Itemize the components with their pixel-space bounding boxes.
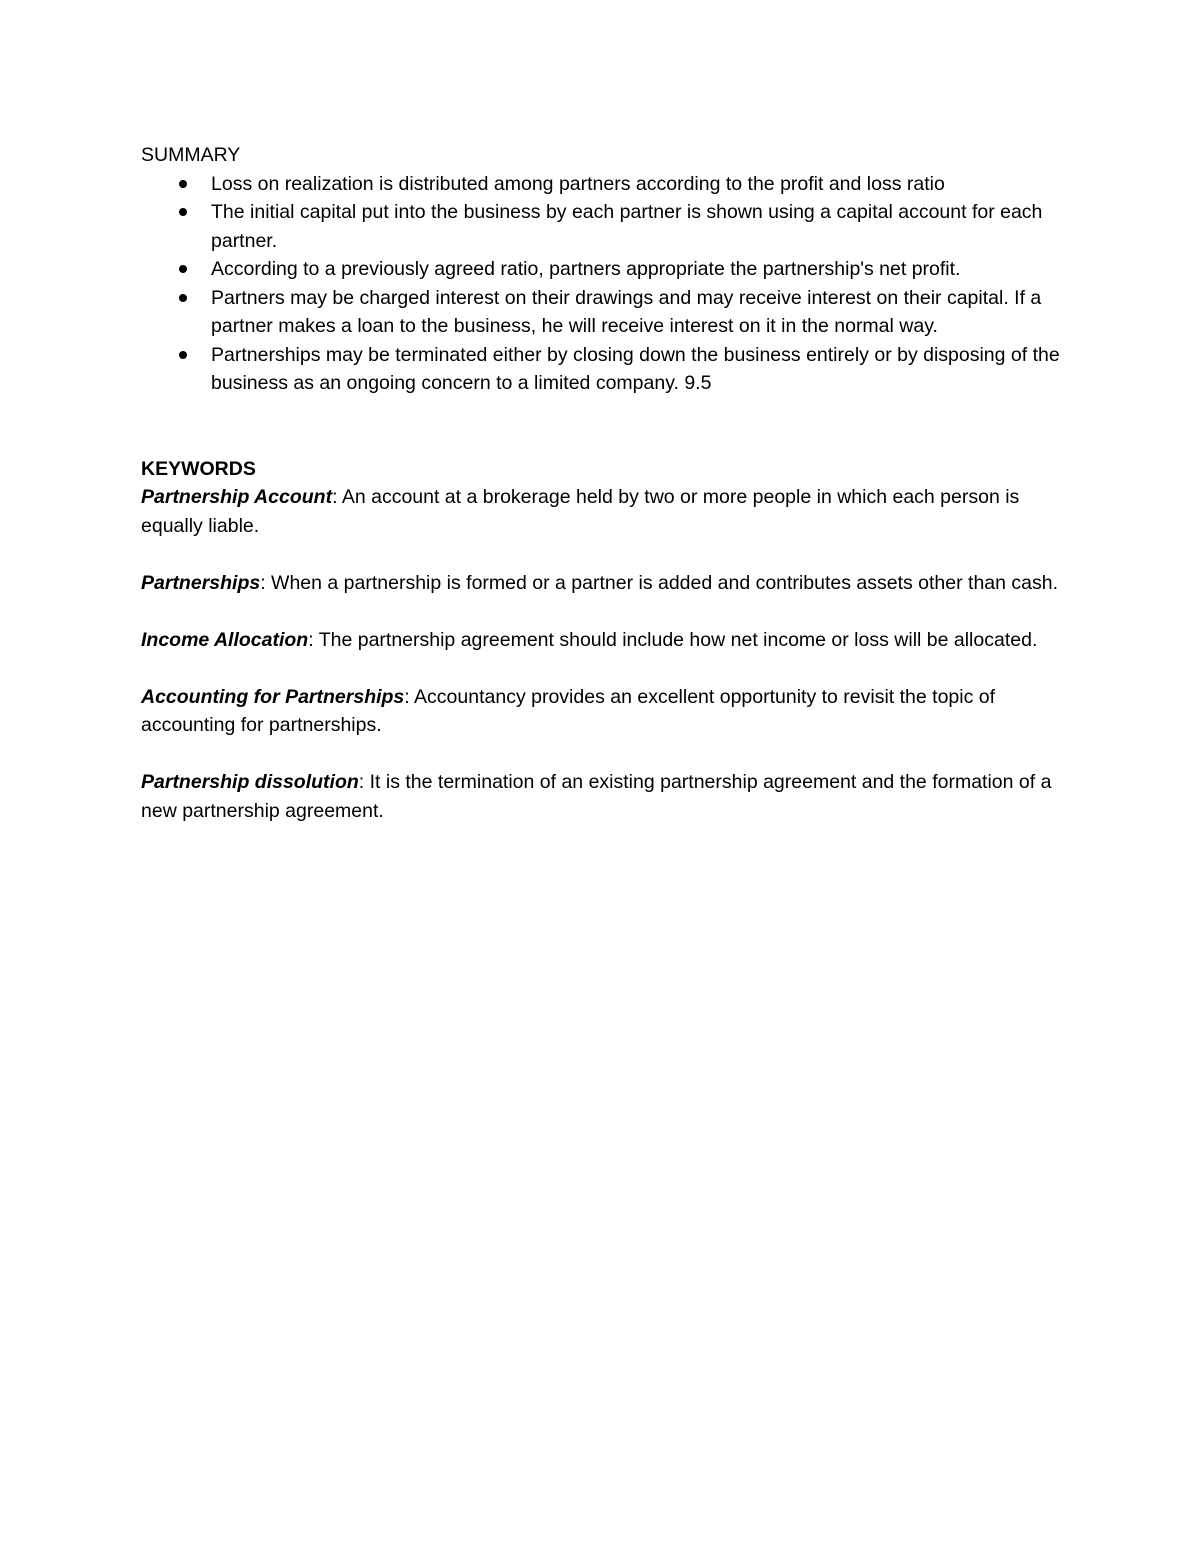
summary-list-item: [141, 255, 1061, 284]
summary-list-item: [141, 198, 1061, 255]
keyword-term: Partnerships: [141, 571, 261, 594]
keyword-term: Income Allocation: [141, 628, 309, 651]
bullet-icon: [179, 208, 187, 216]
keyword-separator: :: [260, 571, 266, 594]
summary-list-item: [141, 170, 1061, 199]
section-spacer: [141, 398, 1061, 455]
keyword-entry: [141, 569, 1061, 598]
keyword-definition: An account at a brokerage held by two or more people in which each person is equally liable.: [141, 486, 1020, 537]
summary-item-text: Partners may be charged interest on their drawings and may receive interest on their capital. If a partner makes a loan to the business, he will receive interest on it in the normal way.: [211, 286, 1042, 337]
summary-item-text: The initial capital put into the business by each partner is shown using a capital account for each partner.: [211, 201, 1043, 252]
keyword-term: Accounting for Partnerships: [141, 685, 405, 708]
keywords-heading: KEYWORDS: [141, 457, 256, 480]
summary-heading: SUMMARY: [141, 144, 241, 166]
summary-section: [141, 141, 1061, 398]
summary-item-text: Partnerships may be terminated either by closing down the business entirely or by disposing of the business as an ongoing concern to a limited company. 9.5: [211, 343, 1060, 394]
bullet-icon: [179, 180, 187, 188]
keyword-entry: [141, 626, 1061, 655]
bullet-icon: [179, 351, 187, 359]
keyword-definition: When a partnership is formed or a partner is added and contributes assets other than cash.: [265, 571, 1058, 594]
bullet-icon: [179, 294, 187, 302]
summary-item-text: According to a previously agreed ratio, partners appropriate the partnership's net profit.: [211, 258, 961, 280]
bullet-icon: [179, 265, 187, 273]
keyword-entry: [141, 768, 1061, 825]
keyword-definition: Accountancy provides an excellent opportunity to revisit the topic of accounting for partnerships.: [141, 685, 996, 736]
keyword-entry: [141, 483, 1061, 540]
keyword-definition: The partnership agreement should include how net income or loss will be allocated.: [313, 628, 1038, 651]
keyword-term: Partnership Account: [141, 486, 333, 508]
document-content: [141, 141, 1061, 854]
keyword-definition: It is the termination of an existing partnership agreement and the formation of a new partnership agreement.: [141, 771, 1052, 822]
keyword-entry: [141, 683, 1061, 740]
keyword-separator: :: [404, 685, 410, 708]
keyword-term: Partnership dissolution: [141, 771, 359, 793]
keywords-section: [141, 455, 1061, 826]
summary-list-item: [141, 341, 1061, 398]
summary-list: [141, 170, 1061, 398]
summary-item-text: Loss on realization is distributed among partners according to the profit and loss ratio: [211, 172, 945, 195]
keyword-separator: :: [358, 771, 365, 793]
summary-list-item: [141, 284, 1061, 341]
keyword-separator: :: [308, 628, 314, 651]
keyword-separator: :: [332, 486, 338, 508]
